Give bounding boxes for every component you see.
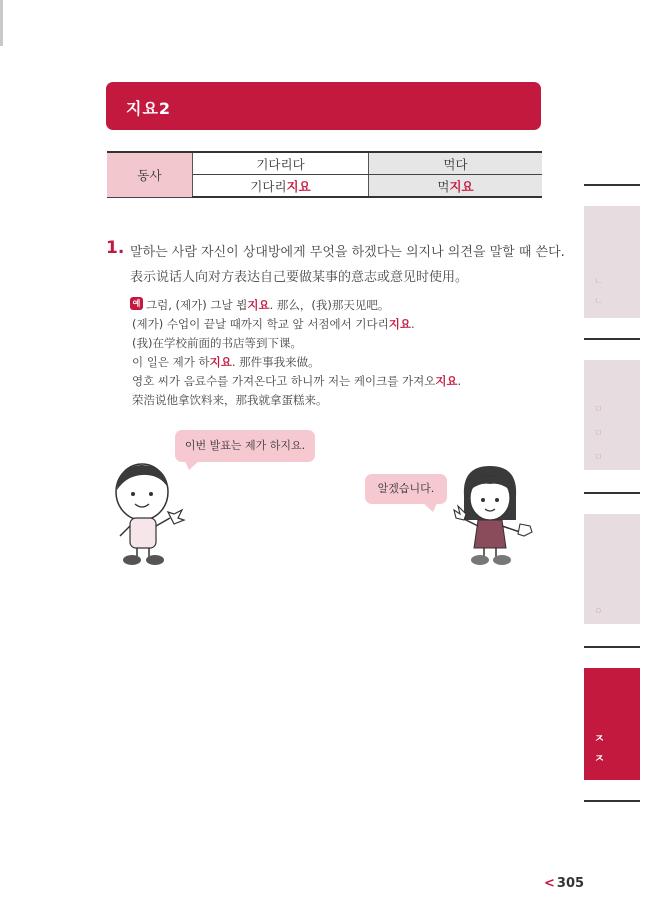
verb-label: 동사 <box>107 152 193 197</box>
example-line: 荣浩说他拿饮料来，那我就拿蛋糕来。 <box>132 393 328 407</box>
example-line: (제가) 수업이 끝날 때까지 학교 앞 서점에서 기다리지요. <box>132 317 415 331</box>
boy-illustration <box>108 460 188 568</box>
example-line: 그럼, (제가) 그날 뵙지요. 那么，(我)那天见吧。 <box>146 298 390 312</box>
page-number: < 305 <box>544 876 585 891</box>
explanation-chinese: 表示说话人向对方表达自己要做某事的意志或意见时使用。 <box>130 270 469 285</box>
chevron-left-icon: < <box>544 876 555 891</box>
side-divider <box>584 184 640 186</box>
girl-dialogue: 알겠습니다. <box>377 482 435 495</box>
side-divider <box>584 492 640 494</box>
girl-speech-bubble <box>365 474 447 504</box>
table-cell: 먹다 <box>369 152 543 175</box>
verb-ending: 지요 <box>286 178 311 194</box>
section-title: 지요2 <box>126 99 172 118</box>
explanation-korean: 말하는 사람 자신이 상대방에게 무엇을 하겠다는 의지나 의견을 말할 때 쓴다. <box>130 245 565 260</box>
verb-ending: 지요 <box>449 178 474 194</box>
table-cell: 기다리다 <box>193 152 369 175</box>
side-divider <box>584 338 640 340</box>
item-number: 1. <box>106 238 125 258</box>
example-line: 이 일은 제가 하지요. 那件事我来做。 <box>132 355 320 369</box>
example-line: 영호 씨가 음료수를 가져온다고 하니까 저는 케이크를 가져오지요. <box>132 374 462 388</box>
side-tab-ieung[interactable]: ㅇ <box>584 514 640 624</box>
girl-illustration <box>450 462 536 568</box>
verb-stem: 기다리 <box>250 178 287 194</box>
side-divider <box>584 800 640 802</box>
example-badge: 예 <box>130 297 143 310</box>
section-header <box>106 82 541 130</box>
corner-mark <box>0 0 3 46</box>
side-tab-jieut[interactable]: ㅈ ㅈ <box>584 668 640 780</box>
side-divider <box>584 646 640 648</box>
table-cell <box>193 175 369 198</box>
conjugation-table <box>107 151 542 198</box>
example-line: (我)在学校前面的书店等到下课。 <box>132 336 302 350</box>
side-tab-mieum[interactable]: ㅁ ㅁ ㅁ <box>584 360 640 470</box>
table-cell <box>369 175 543 198</box>
boy-dialogue: 이번 발표는 제가 하지요. <box>184 439 306 452</box>
boy-speech-bubble <box>175 430 315 462</box>
table-row <box>107 152 542 175</box>
side-tab-nieun[interactable]: ㄴ ㄴ <box>584 206 640 318</box>
verb-stem: 먹 <box>437 178 450 194</box>
